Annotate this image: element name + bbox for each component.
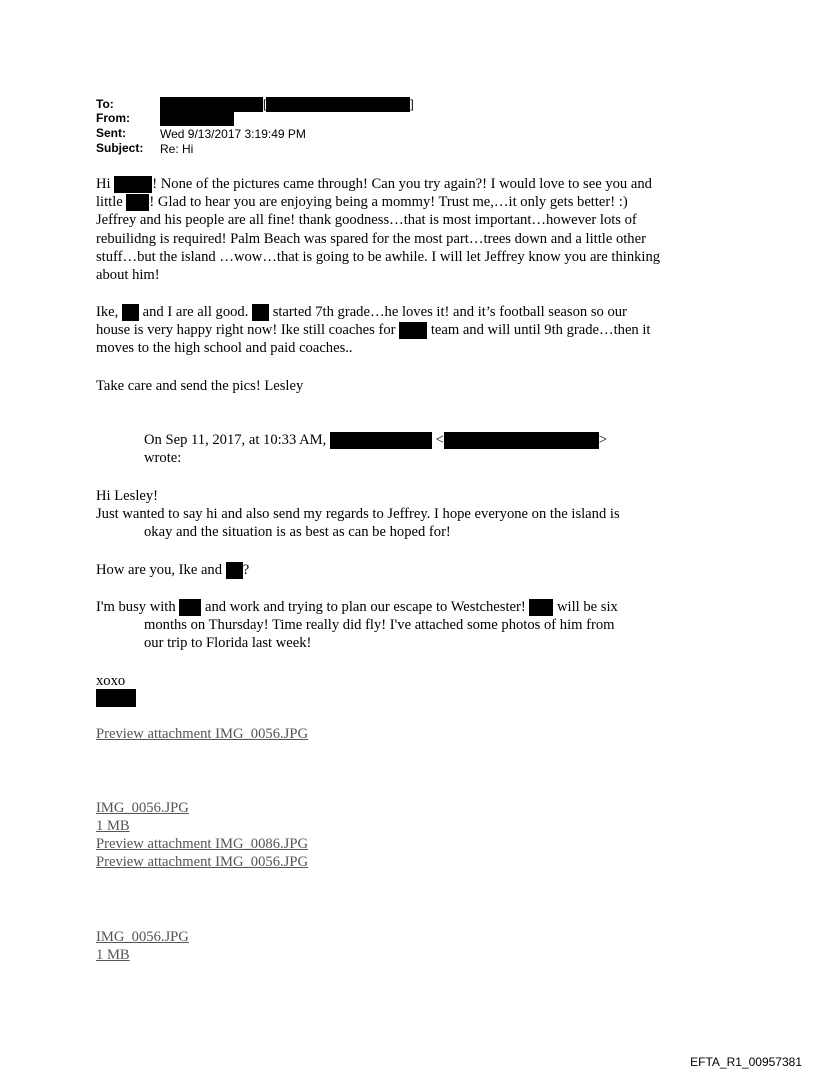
text: about him! xyxy=(96,266,160,283)
redaction-block xyxy=(399,322,427,339)
text: < xyxy=(435,432,444,448)
text: moves to the high school and paid coaches.. xyxy=(96,340,353,357)
text: rebuilidng is required! Palm Beach was spared for the most part…trees down and a little other xyxy=(96,230,646,247)
preview-attachment-link[interactable]: Preview attachment IMG_0056.JPG xyxy=(96,854,308,870)
text: little xyxy=(96,194,123,211)
text: our trip to Florida last week! xyxy=(144,635,312,652)
to-label: To: xyxy=(96,97,114,111)
redaction-block xyxy=(122,304,139,321)
text: Take care and send the pics! Lesley xyxy=(96,378,304,394)
text: ! None of the pictures came through! Can you try again?! I would love to see you and xyxy=(152,176,652,192)
bates-number: EFTA_R1_00957381 xyxy=(690,1055,802,1069)
reply-paragraph-2 xyxy=(96,303,726,358)
redaction-block xyxy=(126,194,149,211)
reply-paragraph-3 xyxy=(96,377,726,395)
text: On Sep 11, 2017, at 10:33 AM, xyxy=(144,432,327,448)
text: > xyxy=(598,432,608,448)
redaction-block xyxy=(266,97,410,112)
from-label: From: xyxy=(96,111,130,125)
redaction-block xyxy=(226,562,243,579)
redaction-block xyxy=(252,304,269,321)
attachment-file-link[interactable]: IMG_0056.JPG xyxy=(96,929,189,945)
text: Ike, xyxy=(96,304,119,320)
quoted-header xyxy=(144,431,607,467)
text: months on Thursday! Time really did fly! I've attached some photos of him from xyxy=(144,617,615,634)
redaction-block xyxy=(160,112,234,126)
text: Jeffrey and his people are all fine! thank goodness…that is most important…however lots of xyxy=(96,212,637,229)
to-bracket-open: [ xyxy=(263,97,267,111)
text: team and will until 9th grade…then it xyxy=(430,322,651,339)
text: started 7th grade…he loves it! and it’s football season so our xyxy=(272,304,627,320)
text: and work and trying to plan our escape to Westchester! xyxy=(204,599,526,615)
redaction-block xyxy=(96,689,136,707)
to-bracket-close: ] xyxy=(410,97,414,111)
text: Hi xyxy=(96,176,111,192)
attachment-size-link[interactable]: 1 MB xyxy=(96,947,130,963)
attachment-size-link[interactable]: 1 MB xyxy=(96,818,130,834)
subject-value: Re: Hi xyxy=(160,142,194,156)
quoted-paragraph-1 xyxy=(96,487,726,542)
text: and I are all good. xyxy=(142,304,249,320)
text: stuff…but the island …wow…that is going to be awhile. I will let Jeffrey know you are thinking xyxy=(96,248,661,265)
text: Hi Lesley! xyxy=(96,488,159,504)
text: How are you, Ike and xyxy=(96,562,223,578)
quoted-paragraph-2 xyxy=(96,561,726,579)
text: Just wanted to say hi and also send my regards to Jeffrey. I hope everyone on the island is xyxy=(96,506,620,523)
text: ! Glad to hear you are enjoying being a mommy! Trust me,…it only gets better! :) xyxy=(149,194,628,211)
subject-label: Subject: xyxy=(96,141,144,155)
redaction-block xyxy=(330,432,432,449)
redaction-block xyxy=(529,599,553,616)
attachment-file-link[interactable]: IMG_0056.JPG xyxy=(96,800,189,816)
sent-label: Sent: xyxy=(96,126,126,140)
from-value xyxy=(160,111,234,126)
text: will be six xyxy=(557,599,618,615)
preview-attachment-link[interactable]: Preview attachment IMG_0056.JPG xyxy=(96,726,308,742)
text: wrote: xyxy=(144,450,182,467)
text: house is very happy right now! Ike still coaches for xyxy=(96,322,396,339)
signoff xyxy=(96,672,726,690)
redaction-block xyxy=(444,432,599,449)
preview-attachment-link[interactable]: Preview attachment IMG_0086.JPG xyxy=(96,836,308,852)
quoted-paragraph-3 xyxy=(96,598,726,653)
text: xoxo xyxy=(96,673,126,689)
sent-value: Wed 9/13/2017 3:19:49 PM xyxy=(160,127,306,141)
redaction-block xyxy=(114,176,152,193)
text: ? xyxy=(242,562,250,578)
text: okay and the situation is as best as can be hoped for! xyxy=(144,524,451,541)
redaction-block xyxy=(179,599,201,616)
reply-paragraph-1 xyxy=(96,175,726,284)
text: I'm busy with xyxy=(96,599,176,615)
